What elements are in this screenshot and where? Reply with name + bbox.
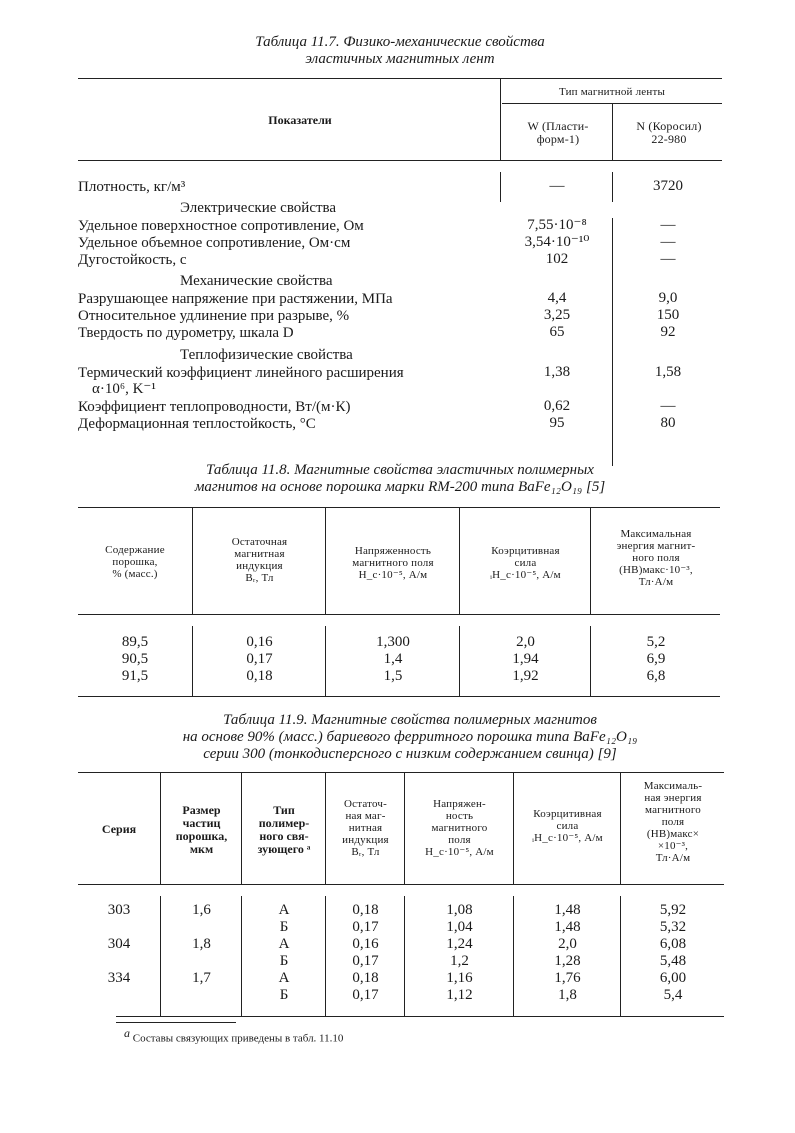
cell-n: —: [660, 251, 676, 267]
cell-series: 303: [107, 902, 131, 918]
header-line: Остаточная: [231, 536, 288, 548]
table-rule: [78, 507, 720, 508]
table-rule: [116, 1016, 724, 1017]
header-line: нитная: [348, 822, 383, 834]
column-divider: [192, 626, 193, 696]
cell-field: 1,2: [450, 953, 469, 969]
header-line: поля: [661, 816, 685, 828]
header-remanence: [327, 798, 404, 858]
column-divider: [513, 896, 514, 1016]
cell-powder: 90,5: [121, 651, 149, 667]
caption-line: Таблица 11.7. Физико-механические свойства: [255, 34, 545, 50]
cell-remanence: 0,18: [352, 902, 379, 918]
cell-series: 304: [107, 936, 131, 952]
cell-n: —: [660, 217, 676, 233]
cell-energy: 5,92: [659, 902, 687, 918]
cell-energy: 6,00: [659, 970, 687, 986]
cell-remanence: 0,17: [352, 919, 379, 935]
header-line: ность: [445, 810, 474, 822]
header-line: Bᵣ, Тл: [245, 572, 274, 584]
column-divider: [325, 772, 326, 884]
column-divider: [612, 172, 613, 202]
header-line: Коэрцитивная: [491, 545, 560, 557]
header-line: 22-980: [651, 132, 687, 146]
cell-coercivity: 2,0: [558, 936, 577, 952]
header-line: Размер: [182, 803, 221, 817]
header-line: мкм: [189, 842, 214, 856]
cell-w: 3,54·10⁻¹⁰: [524, 234, 590, 250]
column-divider: [620, 896, 621, 1016]
column-divider: [620, 772, 621, 884]
row-label: Относительное удлинение при разрыве, %: [78, 308, 350, 324]
header-binder-type: [243, 804, 325, 856]
cell-remanence: 0,16: [246, 634, 273, 650]
header-line: сила: [514, 557, 537, 569]
header-line: W (Пласти-: [527, 119, 589, 133]
header-line: порошка,: [112, 556, 158, 568]
cell-remanence: 0,17: [352, 987, 379, 1003]
header-line: Напряжен-: [433, 798, 486, 810]
header-line: порошка,: [175, 829, 228, 843]
header-line: Максималь-: [643, 780, 703, 792]
cell-remanence: 0,17: [352, 953, 379, 969]
header-field-strength: [327, 545, 459, 581]
cell-w: 7,55·10⁻⁸: [527, 217, 587, 233]
cell-series: 334: [107, 970, 131, 986]
cell-energy: 5,48: [659, 953, 687, 969]
cell-coercivity: 1,48: [554, 919, 581, 935]
header-line: % (масс.): [112, 568, 158, 580]
column-divider: [241, 896, 242, 1016]
column-divider: [612, 218, 613, 466]
header-line: ᵢH_c·10⁻⁵, А/м: [532, 832, 603, 844]
header-line: сила: [556, 820, 579, 832]
column-divider: [404, 772, 405, 884]
header-line: ная энергия: [644, 792, 702, 804]
header-line: Напряженность: [354, 545, 432, 557]
caption-line: на основе 90% (масс.) бариевого ферритного порошка типа BaFe₁₂O₁₉: [182, 729, 638, 745]
cell-binder: А: [278, 970, 290, 986]
column-divider: [160, 896, 161, 1016]
header-line: магнитного: [431, 822, 488, 834]
header-line: форм-1): [536, 132, 580, 146]
cell-coercivity: 1,76: [554, 970, 581, 986]
footnote: [124, 1026, 343, 1045]
row-label: Дугостойкость, с: [78, 252, 187, 268]
cell-n: —: [660, 234, 676, 250]
header-field-strength: [406, 798, 513, 858]
table-rule: [78, 772, 724, 773]
header-line: H_c·10⁻⁵, А/м: [425, 846, 494, 858]
header-line: ᵢH_c·10⁻⁵, А/м: [490, 569, 561, 581]
row-label: Плотность, кг/м³: [78, 179, 186, 195]
cell-binder: Б: [279, 919, 289, 935]
row-label: Удельное поверхностное сопротивление, Ом: [78, 218, 364, 234]
header-line: N (Коросил): [636, 119, 702, 133]
row-label: Термический коэффициент линейного расширения: [78, 365, 404, 381]
cell-n: 9,0: [658, 290, 678, 306]
header-line: энергия магнит-: [616, 540, 696, 552]
cell-w: 0,62: [543, 398, 571, 414]
section-heading: Электрические свойства: [180, 200, 337, 216]
cell-w: 3,25: [543, 307, 571, 323]
header-line: магнитная: [234, 548, 285, 560]
header-remanence: [194, 536, 325, 584]
cell-size: 1,7: [192, 970, 211, 986]
header-line: индукция: [236, 560, 283, 572]
column-divider: [590, 626, 591, 696]
column-divider: [325, 626, 326, 696]
header-line: частиц: [182, 816, 221, 830]
column-divider: [612, 103, 613, 160]
cell-remanence: 0,18: [352, 970, 379, 986]
header-line: ная маг-: [345, 810, 386, 822]
cell-field: 1,04: [446, 919, 473, 935]
header-line: зующего ᵃ: [257, 842, 311, 856]
cell-coercivity: 1,48: [554, 902, 581, 918]
header-particle-size: [162, 804, 241, 856]
caption-line: серии 300 (тонкодисперсного с низким содержанием свинца) [9]: [203, 746, 617, 762]
cell-field: 1,4: [383, 651, 403, 667]
header-line: Коэрцитивная: [533, 808, 602, 820]
cell-field: 1,300: [376, 634, 410, 650]
cell-coercivity: 2,0: [516, 634, 535, 650]
header-series: Серия: [101, 822, 137, 836]
header-line: Содержание: [105, 544, 165, 556]
column-divider: [325, 507, 326, 614]
cell-energy: 5,4: [663, 987, 683, 1003]
cell-field: 1,12: [446, 987, 473, 1003]
header-line: магнитного: [645, 804, 701, 816]
cell-powder: 91,5: [121, 668, 149, 684]
header-max-energy: [592, 528, 720, 588]
cell-remanence: 0,17: [246, 651, 273, 667]
header-line: H_c·10⁻⁵, А/м: [358, 569, 428, 581]
column-divider: [459, 507, 460, 614]
cell-size: 1,8: [192, 936, 211, 952]
caption-line: Таблица 11.9. Магнитные свойства полимерных магнитов: [223, 712, 597, 728]
cell-field: 1,16: [446, 970, 473, 986]
column-divider: [590, 507, 591, 614]
column-divider: [500, 78, 501, 160]
cell-remanence: 0,16: [352, 936, 379, 952]
table-rule: [78, 160, 722, 161]
header-coercivity: [515, 808, 620, 844]
header-line: магнитного поля: [352, 557, 434, 569]
column-divider: [325, 896, 326, 1016]
header-max-energy: [622, 780, 724, 864]
section-heading: Теплофизические свойства: [180, 347, 353, 363]
cell-n: —: [660, 398, 676, 414]
cell-n: 150: [656, 307, 680, 323]
column-divider: [160, 772, 161, 884]
header-line: Тип: [273, 803, 295, 817]
cell-coercivity: 1,8: [558, 987, 577, 1003]
column-divider: [192, 507, 193, 614]
caption-line: Таблица 11.8. Магнитные свойства эластичных полимерных: [206, 462, 594, 478]
cell-w: —: [549, 178, 565, 194]
cell-binder: Б: [279, 953, 289, 969]
cell-w: 102: [545, 251, 569, 267]
cell-energy: 5,32: [659, 919, 687, 935]
footnote-mark: а: [124, 1026, 130, 1040]
cell-size: 1,6: [192, 902, 211, 918]
header-line: Остаточ-: [343, 798, 388, 810]
header-line: Bᵣ, Тл: [351, 846, 380, 858]
cell-binder: А: [278, 936, 290, 952]
cell-energy: 5,2: [646, 634, 666, 650]
caption-line: эластичных магнитных лент: [305, 51, 495, 67]
header-line: Тл·А/м: [638, 576, 674, 588]
cell-coercivity: 1,94: [512, 651, 539, 667]
cell-n: 80: [660, 415, 676, 431]
footnote-rule: [116, 1022, 236, 1023]
header-line: ного свя-: [259, 829, 309, 843]
header-line: (HB)макс·10⁻³,: [619, 564, 693, 576]
cell-powder: 89,5: [121, 634, 149, 650]
cell-energy: 6,08: [659, 936, 687, 952]
table-rule: [78, 884, 724, 885]
table-11-7-caption: [150, 34, 650, 68]
header-line: полимер-: [258, 816, 310, 830]
cell-w: 95: [549, 415, 565, 431]
header-indicators: Показатели: [268, 113, 332, 127]
header-coercivity: [461, 545, 590, 581]
cell-field: 1,5: [383, 668, 403, 684]
cell-field: 1,08: [446, 902, 473, 918]
cell-energy: 6,8: [646, 668, 666, 684]
cell-n: 3720: [653, 178, 683, 194]
cell-coercivity: 1,92: [512, 668, 539, 684]
row-label-continuation: α·10⁶, K⁻¹: [92, 381, 156, 397]
header-tape-type: Тип магнитной ленты: [558, 86, 666, 98]
cell-coercivity: 1,28: [554, 953, 581, 969]
header-line: Максимальная: [620, 528, 692, 540]
cell-energy: 6,9: [646, 651, 666, 667]
caption-line: магнитов на основе порошка марки RM-200 типа BaFe₁₂O₁₉ [5]: [194, 479, 606, 495]
row-label: Твердость по дурометру, шкала D: [78, 325, 294, 341]
cell-w: 4,4: [547, 290, 567, 306]
cell-binder: Б: [279, 987, 289, 1003]
cell-w: 65: [549, 324, 565, 340]
table-11-8-caption: [100, 462, 700, 496]
header-line: ного поля: [632, 552, 680, 564]
table-rule: [78, 614, 720, 615]
cell-n: 1,58: [654, 364, 682, 380]
header-col-w: [506, 120, 610, 146]
cell-w: 1,38: [543, 364, 571, 380]
cell-n: 92: [660, 324, 676, 340]
header-line: индукция: [342, 834, 389, 846]
column-divider: [241, 772, 242, 884]
row-label: Коэффициент теплопроводности, Вт/(м·К): [78, 399, 351, 415]
table-rule: [78, 696, 720, 697]
column-divider: [513, 772, 514, 884]
row-label: Разрушающее напряжение при растяжении, МПа: [78, 291, 393, 307]
header-line: ×10⁻³,: [657, 840, 689, 852]
column-divider: [459, 626, 460, 696]
section-heading: Механические свойства: [180, 273, 333, 289]
header-line: Тл·А/м: [655, 852, 691, 864]
table-11-9-caption: [100, 712, 720, 763]
header-line: (HB)макс×: [646, 828, 700, 840]
row-label: Удельное объемное сопротивление, Ом·см: [78, 235, 351, 251]
header-powder-content: [78, 544, 192, 580]
footnote-text: Составы связующих приведены в табл. 11.10: [132, 1032, 344, 1045]
header-col-n: [616, 120, 722, 146]
cell-binder: А: [278, 902, 290, 918]
column-divider: [500, 172, 501, 202]
cell-remanence: 0,18: [246, 668, 273, 684]
column-divider: [404, 896, 405, 1016]
table-rule: [78, 78, 722, 79]
header-line: поля: [448, 834, 471, 846]
row-label: Деформационная теплостойкость, °С: [78, 416, 316, 432]
cell-field: 1,24: [446, 936, 473, 952]
